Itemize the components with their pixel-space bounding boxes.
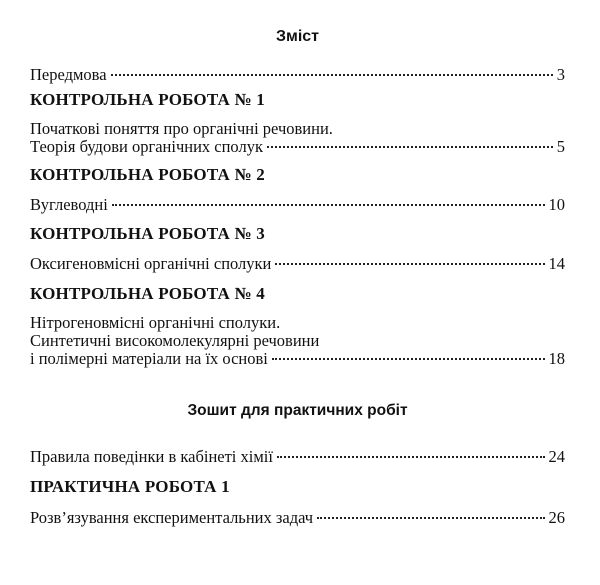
dot-leader (317, 517, 544, 519)
section-heading-4: КОНТРОЛЬНА РОБОТА № 4 (30, 284, 265, 303)
section-heading-practical-1: ПРАКТИЧНА РОБОТА 1 (30, 477, 230, 496)
dot-leader (277, 456, 545, 458)
toc-entry-theory[interactable] (30, 137, 565, 156)
dot-leader (272, 358, 545, 360)
toc-entry-line: Початкові поняття про органічні речовини. (30, 119, 333, 138)
toc-entry-page: 26 (548, 508, 565, 527)
toc-entry-text: Оксигеновмісні органічні сполуки (30, 254, 272, 273)
toc-entry-polymers[interactable] (30, 349, 565, 368)
dot-leader (267, 146, 553, 148)
section-heading-1: КОНТРОЛЬНА РОБОТА № 1 (30, 90, 265, 109)
toc-entry-hydrocarbons[interactable] (30, 195, 565, 214)
dot-leader (111, 74, 553, 76)
page-title: Зміст (275, 28, 320, 45)
toc-entry-text: і полімерні матеріали на їх основі (30, 349, 268, 368)
toc-entry-page: 10 (548, 195, 565, 214)
section-title-practical: Зошит для практичних робіт (187, 402, 408, 419)
toc-entry-page: 14 (548, 254, 565, 273)
toc-entry-text: Передмова (30, 65, 107, 84)
dot-leader (112, 204, 545, 206)
toc-entry-foreword[interactable] (30, 65, 565, 84)
section-heading-3: КОНТРОЛЬНА РОБОТА № 3 (30, 224, 265, 243)
section-heading-2: КОНТРОЛЬНА РОБОТА № 2 (30, 165, 265, 184)
toc-entry-text: Теорія будови органічних сполук (30, 137, 263, 156)
toc-entry-line: Нітрогеновмісні органічні сполуки. (30, 313, 281, 332)
toc-entry-oxygen-compounds[interactable] (30, 254, 565, 273)
toc-entry-experimental-tasks[interactable] (30, 508, 565, 527)
toc-entry-safety-rules[interactable] (30, 447, 565, 466)
toc-entry-page: 18 (548, 349, 565, 368)
toc-entry-text: Правила поведінки в кабінеті хімії (30, 447, 273, 466)
toc-entry-page: 3 (556, 65, 565, 84)
dot-leader (275, 263, 544, 265)
toc-entry-text: Розв’язування експериментальних задач (30, 508, 314, 527)
toc-entry-page: 24 (548, 447, 565, 466)
toc-entry-text: Вуглеводні (30, 195, 108, 214)
toc-entry-line: Синтетичні високомолекулярні речовини (30, 331, 320, 350)
toc-entry-page: 5 (556, 137, 565, 156)
toc-page (30, 0, 565, 585)
